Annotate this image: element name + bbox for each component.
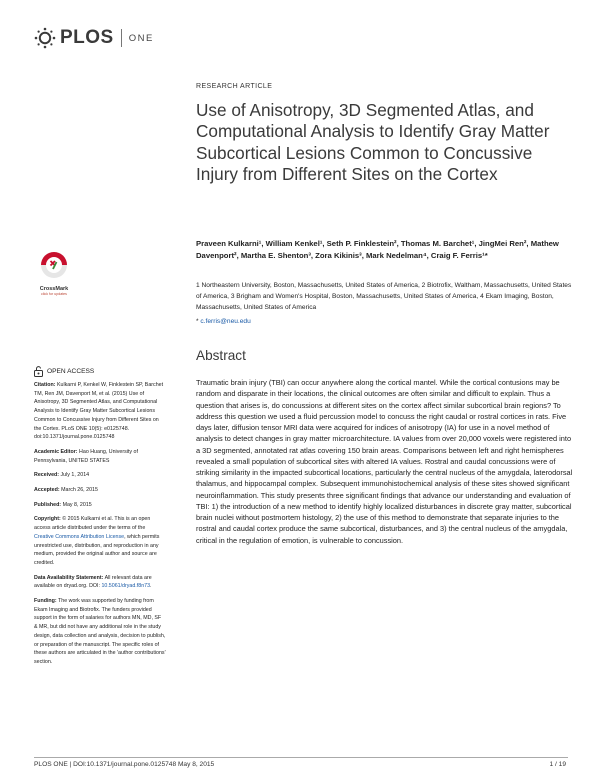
received-label: Received:	[34, 472, 60, 479]
published-date: May 8, 2015	[62, 501, 92, 508]
affiliations: 1 Northeastern University, Boston, Massachusetts, United States of America, 2 Biotrofix, Waltham, Massachusetts, United States of America, 3 Brigham and Women's Hospital, Boston, Massachusetts, United States of America, 4 Ekam Imaging, Boston, Massachusetts, United States of America	[196, 282, 572, 311]
data-availability-label: Data Availability Statement:	[34, 574, 104, 581]
crossmark-icon	[32, 250, 76, 280]
editor-text: Hao Huang, University of Pennsylvania, UNITED STATES	[34, 448, 138, 464]
abstract-text: Traumatic brain injury (TBI) can occur anywhere along the cortical mantel. While the cortical contusions may be random and disparate in their locations, the clinical outcomes are often similar and difficult to explain. Thus a question that arises is, do concussions at different sites on the cortex affect similar subcortical brain regions? To address this question we used a fluid percussion model to concuss the right caudal or rostral cortices in rats. Five days later, diffusion tensor MRI data were acquired for indices of anisotropy (IA) for use in a novel method of analysis to detect changes in gray matter microarchitecture. IA values from over 20,000 voxels were registered into a 3D segmented, annotated rat atlas covering 150 brain areas. Comparisons between left and right hemispheres revealed a small population of subcortical sites with altered IA values. Rostral and caudal concussions were of striking similarity in the impacted subcortical locations, particularly the central nucleus of the amygdala, laterodorsal thalamus, and hippocampal complex. Subsequent immunohistochemical analysis of these sites showed significant neuroinflammation. This study presents three significant findings that advance our understanding and evaluation of TBI: 1) the introduction of a new method to identify highly localized disturbances in discrete gray matter, subcortical brain nuclei without postmortem histology, 2) the use of this method to demonstrate that separate injuries to the rostral and caudal cortex produce the same subcortical, disturbances, and 3) the central nucleus of the amygdala, critical in the regulation of emotion, is vulnerable to concussion.	[196, 378, 573, 545]
copyright-text: © 2015 Kulkarni et al. This is an open access article distributed under the terms of the	[34, 516, 151, 532]
accepted-label: Accepted:	[34, 487, 60, 494]
open-lock-icon	[34, 366, 43, 377]
editor-label: Academic Editor:	[34, 448, 78, 455]
corresponding-email-link[interactable]: c.ferris@neu.edu	[200, 318, 251, 325]
plos-rays-icon	[34, 27, 56, 49]
data-availability-text: All relevant data are available on dryad.org. DOI:	[34, 574, 152, 590]
journal-name: ONE	[128, 32, 154, 44]
published-block	[34, 501, 166, 510]
footer-citation: PLOS ONE | DOI:10.1371/journal.pone.0125748 May 8, 2015	[34, 761, 215, 768]
dryad-doi-link[interactable]: 10.5061/dryad.f8n73	[101, 583, 151, 590]
page-number: 1 / 19	[549, 761, 566, 768]
copyright-label: Copyright:	[34, 516, 61, 523]
citation-block	[34, 381, 166, 442]
open-access-badge	[34, 366, 94, 377]
article-type: RESEARCH ARTICLE	[196, 83, 273, 90]
editor-block	[34, 448, 166, 465]
crossmark-badge[interactable]	[32, 250, 76, 296]
crossmark-label: CrossMark	[39, 286, 69, 292]
open-access-label: OPEN ACCESS	[47, 368, 95, 375]
plos-one-logo[interactable]	[34, 27, 154, 49]
citation-label: Citation:	[34, 382, 56, 388]
corresponding-author	[196, 318, 251, 325]
data-availability-end: .	[150, 583, 152, 590]
data-availability-block	[34, 574, 166, 591]
received-block	[34, 471, 166, 480]
author-list: Praveen Kulkarni¹, William Kenkel¹, Seth P. Finklestein², Thomas M. Barchet¹, JingMei Ren², Mathew Davenport², Martha E. Shenton³, Zora Kikinis³, Mark Nedelman⁴, Craig F. Ferris¹*	[196, 239, 559, 260]
license-link[interactable]: Creative Commons Attribution License	[34, 533, 125, 540]
accepted-date: March 26, 2015	[61, 487, 98, 494]
funding-label: Funding:	[34, 598, 57, 605]
article-sidebar	[34, 381, 166, 673]
plos-wordmark: PLOS	[60, 27, 114, 48]
footer-divider	[34, 757, 568, 758]
corresponding-mark: *	[196, 318, 199, 325]
article-title: Use of Anisotropy, 3D Segmented Atlas, and Computational Analysis to Identify Gray Matter Subcortical Lesions Common to Concussive Injury from Different Sites on the Cortex	[196, 100, 550, 184]
received-date: July 1, 2014	[60, 472, 90, 479]
published-label: Published:	[34, 501, 62, 508]
copyright-text-end: , which permits unrestricted use, distribution, and reproduction in any medium, provided the original author and source are credited.	[34, 533, 160, 566]
citation-text: Kulkarni P, Kenkel W, Finklestein SP, Barchet TM, Ren JM, Davenport M, et al. (2015) Use of Anisotropy, 3D Segmented Atlas, and Computational Analysis to Identify Gray Matter Subcortical Lesions Common to Concussive Injury from Different Sites on the Cortex. PLoS ONE 10(5): e0125748. doi:10.1371/journal.pone.0125748	[34, 382, 164, 441]
funding-text: The work was supported by funding from Ekam Imaging and Biotrofix. The funders provided support in the form of salaries for authors MN, MD, SF & MR, but did not have any additional role in the study design, data collection and analysis, decision to publish, or preparation of the manuscript. The specific roles of these authors are articulated in the 'author contributions' section.	[34, 598, 166, 665]
abstract-heading: Abstract	[196, 348, 246, 363]
funding-block	[34, 597, 166, 667]
accepted-block	[34, 486, 166, 495]
copyright-block	[34, 515, 166, 567]
crossmark-sub: click for updates	[41, 292, 67, 296]
logo-divider	[121, 29, 122, 47]
